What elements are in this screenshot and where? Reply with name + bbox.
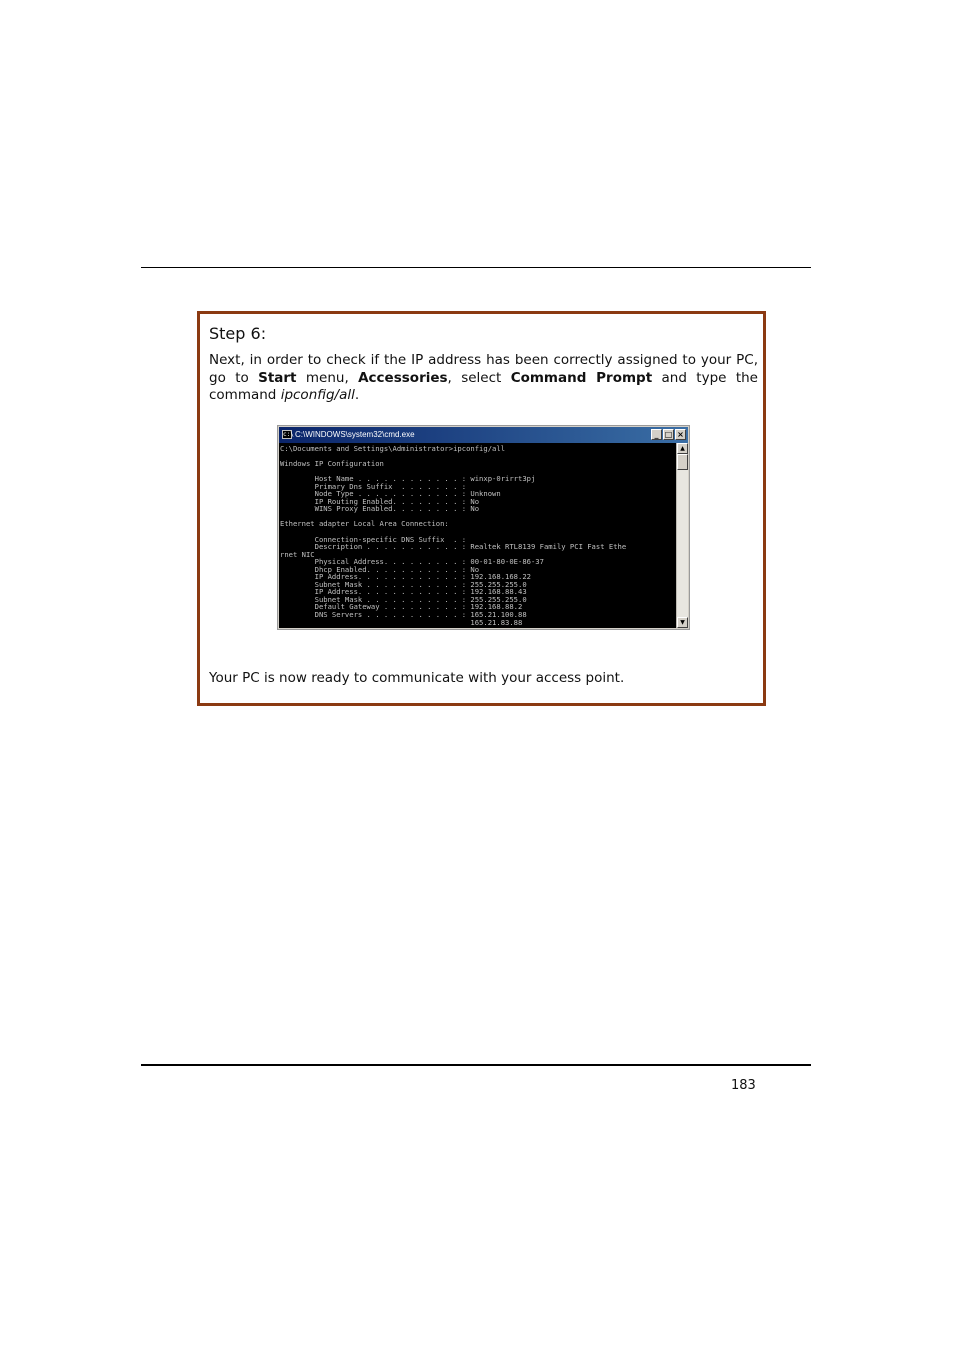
scroll-down-arrow-icon[interactable]: ▼ (677, 617, 688, 628)
scrollbar-thumb[interactable] (677, 454, 688, 470)
console-line: 165.21.83.88 (280, 617, 523, 627)
instruction-text: and type the command (209, 369, 758, 403)
step-title: Step 6: (209, 324, 267, 343)
console-line: DNS Servers . . . . . . . . . . . : 165.21.100.88 (280, 610, 527, 620)
console-line: C:\Documents and Settings\Administrator>ipconfig/all (280, 444, 506, 453)
start-menu-term: Start (258, 369, 297, 386)
console-line: IP Routing Enabled. . . . . . . . : No (280, 496, 480, 506)
command-prompt-term: Command Prompt (510, 369, 653, 386)
console-line: Default Gateway . . . . . . . . . : 192.168.88.2 (280, 602, 523, 612)
instruction-text: Next, in order to check if the IP address has been correctly assigned to your PC, go to (209, 352, 758, 386)
step-instructions (209, 352, 758, 405)
console-icon: c:\ (283, 431, 294, 438)
cmd-console-output (279, 443, 678, 628)
step-box (197, 311, 766, 706)
console-line: Physical Address. . . . . . . . . : 00-01-80-0E-86-37 (280, 557, 544, 567)
console-line: Connection-specific DNS Suffix . : (280, 534, 471, 544)
instruction-text: . (354, 387, 360, 403)
footer-rule (141, 1064, 811, 1066)
console-line: Primary Dns Suffix . . . . . . . : (280, 481, 471, 491)
maximize-button[interactable]: □ (664, 430, 673, 439)
scroll-up-arrow-icon[interactable]: ▲ (677, 443, 688, 454)
console-line: Subnet Mask . . . . . . . . . . . : 255.255.255.0 (280, 594, 527, 604)
console-line: IP Address. . . . . . . . . . . . : 192.168.88.43 (280, 587, 527, 597)
accessories-term: Accessories (358, 369, 448, 386)
header-rule (141, 267, 811, 268)
console-line: Host Name . . . . . . . . . . . . : winxp-0rirrt3pj (280, 474, 536, 484)
console-line: IP Address. . . . . . . . . . . . : 192.168.168.22 (280, 572, 531, 582)
step-footer-text: Your PC is now ready to communicate with your access point. (209, 670, 625, 686)
page-number: 183 (731, 1078, 756, 1093)
console-line: Windows IP Configuration (280, 459, 384, 469)
console-line: WINS Proxy Enabled. . . . . . . . : No (280, 504, 480, 514)
vertical-scrollbar[interactable] (676, 443, 688, 628)
console-line: Ethernet adapter Local Area Connection: (280, 519, 449, 529)
close-button[interactable]: × (675, 429, 686, 440)
cmd-titlebar (279, 427, 688, 443)
console-line: Subnet Mask . . . . . . . . . . . : 255.255.255.0 (280, 579, 527, 589)
instruction-text: menu, (296, 369, 359, 386)
console-line: Description . . . . . . . . . . . : Realtek RTL8139 Family PCI Fast Ethe (280, 542, 627, 552)
console-line: rnet NIC (280, 549, 315, 559)
cmd-window-title: C:\WINDOWS\system32\cmd.exe (295, 430, 415, 439)
console-line: Dhcp Enabled. . . . . . . . . . . : No (280, 564, 480, 574)
command-term: ipconfig/all (280, 387, 355, 403)
minimize-button[interactable]: _ (651, 429, 662, 440)
instruction-text: , select (447, 369, 511, 386)
console-line: Node Type . . . . . . . . . . . . : Unknown (280, 489, 501, 499)
cmd-window-screenshot (277, 425, 690, 630)
